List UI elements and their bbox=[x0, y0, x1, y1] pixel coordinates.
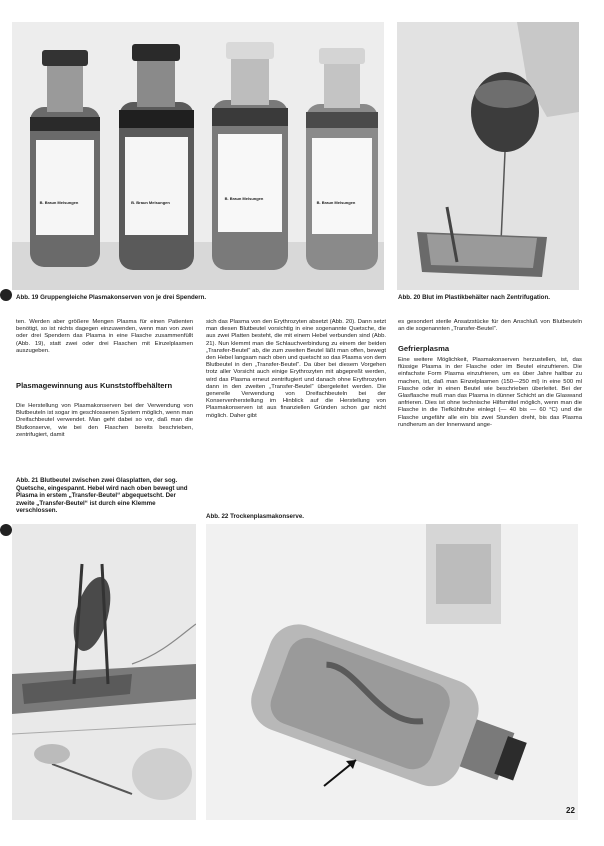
bottle-label-3: B. Braun Melsungen bbox=[224, 196, 264, 201]
column-1-paragraph-1: ten. Werden aber größere Mengen Plasma für einen Patienten benötigt, so ist nichts dagegen einzuwenden, wenn man von zwei oder drei Spendern das Plasma in eine Flasche zusammenfüllt (Abb. 19), statt zwei oder drei Flaschen mit Einzelplasmen auszugeben. bbox=[16, 319, 193, 354]
figure-20-caption: Abb. 20 Blut im Plastikbehälter nach Zentrifugation. bbox=[398, 294, 550, 301]
figure-21-photo bbox=[12, 524, 196, 820]
bottle-label-4: B. Braun Melsungen bbox=[316, 200, 356, 205]
figure-21-caption: Abb. 21 Blutbeutel zwischen zwei Glasplatten, der sog. Quetsche, eingespannt. Hebel wird nach oben bewegt und Plasma in erstem „Transfer-Beutel“ abgequetscht. Der zweite „Transfer-Beutel“ ist durch eine Klemme verschlossen. bbox=[16, 477, 188, 515]
bottle-label-2: B. Braun Melsungen bbox=[131, 200, 170, 205]
figure-22-caption: Abb. 22 Trockenplasmakonserve. bbox=[206, 513, 305, 520]
text-column-1 bbox=[16, 319, 193, 355]
column-3-paragraph-2: Eine weitere Möglichkeit, Plasmakonserven herzustellen, ist, das flüssige Plasma in der Flasche oder im Beutel einzufrieren. Die einfachste Form Plasma einzufrieren, um es über Jahre haltbar zu machen, ist, daß man Einzelplasmen (150—250 ml) in eine 500 ml Flasche oder in einen Beutel wie beschrieben überleitet. Bei der Glasflasche muß man das Plasma in dünner Schicht an die Glaswand anfrieren. Dies ist ohne technische Hilfsmittel möglich, wenn man die Flasche in die Tiefkühltruhe einlegt (— 40 bis — 60 °C) und die Flasche ungefähr alle ein bis zwei Stunden dreht, bis das Plasma rundherum an der Innenwand ange- bbox=[398, 357, 582, 428]
bottle-label-1: B. Braun Melsungen bbox=[39, 200, 79, 205]
column-3-paragraph-1: es gesondert sterile Ansatzstücke für den Anschluß von Blutbeuteln an die sogenannten „Transfer-Beutel“. bbox=[398, 319, 582, 333]
punch-hole-middle bbox=[0, 524, 12, 536]
column-1-paragraph-2: Die Herstellung von Plasmakonserven bei der Verwendung von Blutbeuteln ist sogar im geschlossenen System möglich, wenn man Dreifachbeutel verwendet. Man geht dabei so vor, daß man die Blutkonserve, wie bei den Flaschen bereits beschrieben, zentrifugiert, damit bbox=[16, 403, 193, 438]
section-heading-gefrierplasma: Gefrierplasma bbox=[398, 344, 450, 353]
text-column-3-continued bbox=[398, 357, 582, 429]
section-heading-kunststoff: Plasmagewinnung aus Kunststoffbehältern bbox=[16, 381, 173, 390]
punch-hole-top bbox=[0, 289, 12, 301]
figure-19-photo bbox=[12, 22, 384, 290]
figure-19-caption: Abb. 19 Gruppengleiche Plasmakonserven von je drei Spendern. bbox=[16, 294, 207, 301]
figure-22-photo bbox=[206, 524, 578, 820]
text-column-2 bbox=[206, 319, 386, 420]
text-column-1-continued bbox=[16, 403, 193, 439]
figure-20-photo bbox=[397, 22, 579, 290]
text-column-3 bbox=[398, 319, 582, 333]
page-number: 22 bbox=[566, 806, 575, 815]
column-2-paragraph-1: sich das Plasma von den Erythrozyten absetzt (Abb. 20). Dann setzt man diesen Blutbeutel vorsichtig in eine sogenannte Quetsche, die aus zwei Platten besteht, die mit einem Hebel verbunden sind (Abb. 21). Nun klemmt man die Schlauchverbindung zu einem der beiden „Transfer-Beutel“ ab, die zum zweiten Beutel läßt man offen, bewegt den Hebel langsam nach oben und quetscht so das Plasma von dem Blutbeutel in den „Transfer-Beutel“. Da über bei diesem Vorgehen trotz aller Vorsicht auch einige Erythrozyten mit abgepreßt werden, wird das Plasma erneut zentrifugiert und danach ohne Erythrozyten dann in den zweiten „Transfer-Beutel“ übergeleitet werden. Die generelle Verwendung von Dreifachbeuteln bei der Konservenherstellung im Hinblick auf die Herstellung von Plasmakonserven ist aus finanziellen Gründen schon gar nicht möglich. Daher gibt bbox=[206, 319, 386, 419]
